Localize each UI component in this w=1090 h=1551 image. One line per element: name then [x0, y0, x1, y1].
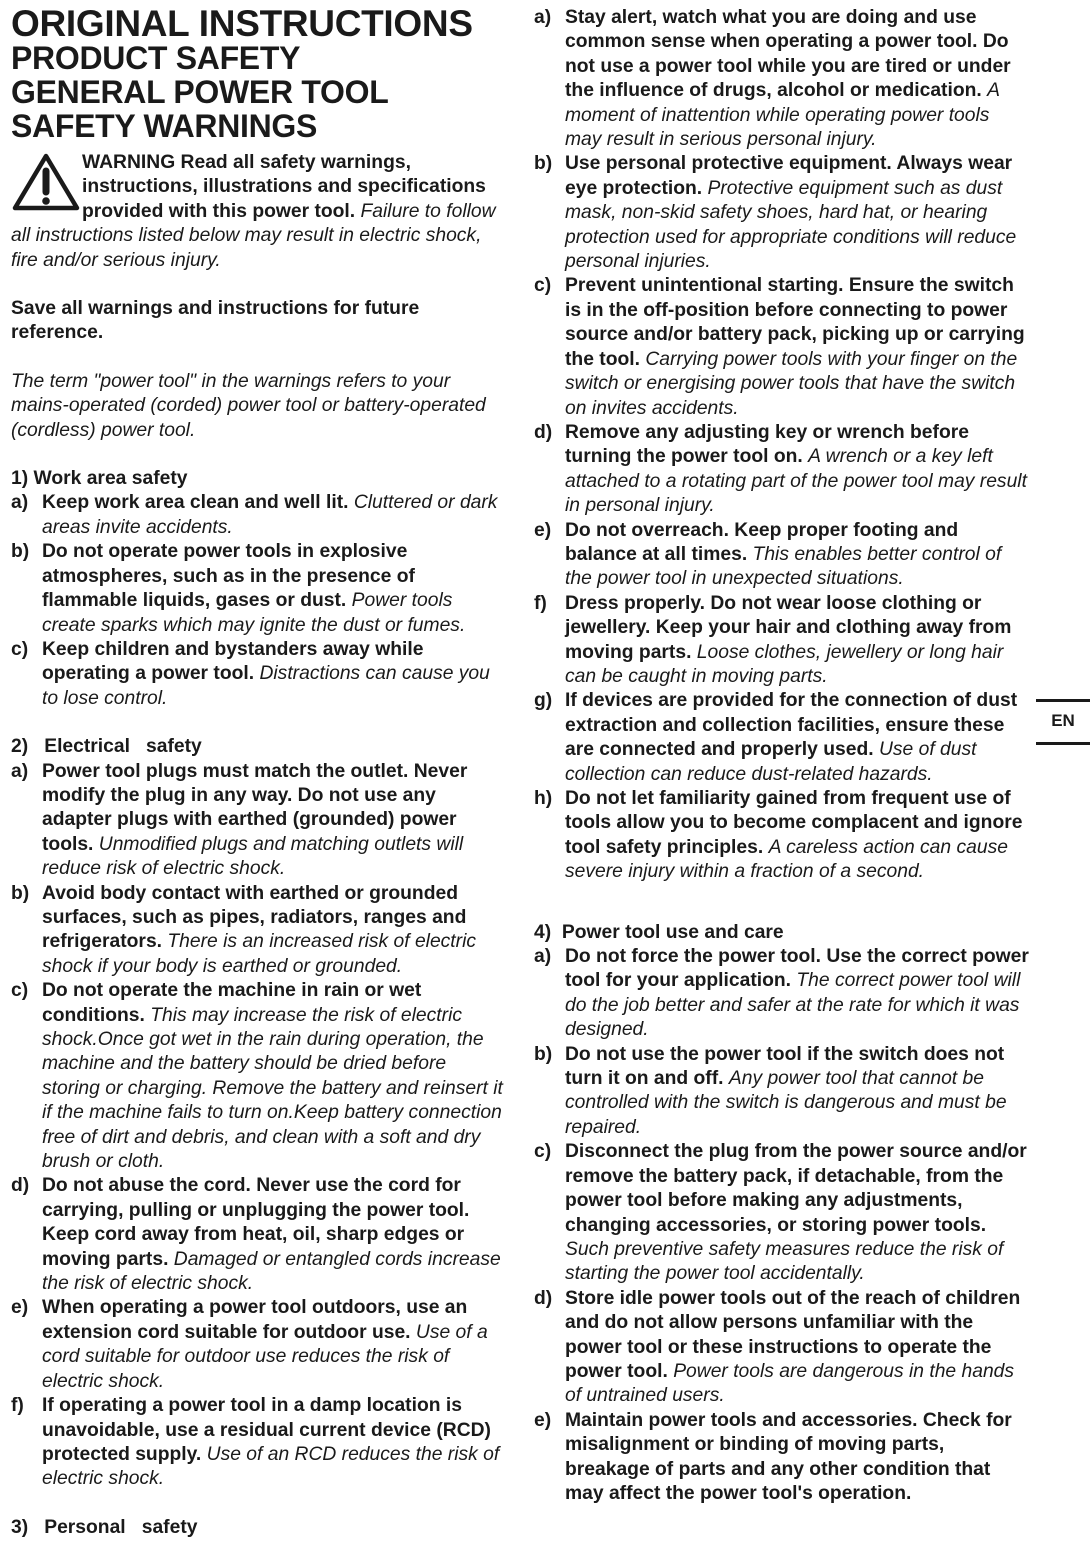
item-italic: This enables better control of the power tool in unexpected situations.	[565, 543, 1002, 590]
section-heading: 4) Power tool use and care	[534, 921, 784, 943]
item-italic: A wrench or a key left attached to a rotating part of the power tool may result in personal injury.	[565, 446, 1027, 517]
item-italic: Use of dust collection can reduce dust-related hazards.	[565, 739, 977, 785]
section-work-area	[11, 467, 503, 711]
item-bold: Use personal protective equipment. Always wear eye protection.	[565, 153, 1013, 199]
item-italic: Use of a cord suitable for outdoor use reduces the risk of electric shock.	[42, 1321, 488, 1392]
item-label: e)	[534, 1409, 552, 1431]
warning-bold-text: WARNING Read all safety warnings, instructions, illustrations and specifications provided with this power tool.	[82, 152, 486, 222]
section-personal	[534, 6, 1029, 885]
language-code: EN	[1051, 711, 1075, 730]
list-item	[11, 491, 503, 540]
item-label: d)	[11, 1175, 30, 1197]
item-bold: If operating a power tool in a damp location is unavoidable, use a residual current device (RCD) protected supply.	[42, 1395, 491, 1465]
item-italic: Use of an RCD reduces the risk of electric shock.	[42, 1443, 500, 1490]
item-label: a)	[11, 492, 29, 514]
item-label: g)	[534, 690, 553, 712]
warning-block	[11, 151, 503, 273]
item-label: b)	[11, 541, 30, 563]
item-label: b)	[534, 1043, 553, 1065]
item-label: a)	[534, 946, 552, 968]
item-italic: There is an increased risk of electric shock if your body is earthed or grounded.	[42, 931, 477, 977]
item-bold: Store idle power tools out of the reach of children and do not allow persons unfamiliar with the power tool or these instructions to operate the power tool.	[565, 1287, 1021, 1382]
item-bold: Remove any adjusting key or wrench before turning the power tool on.	[565, 421, 969, 468]
list-item	[11, 760, 503, 882]
item-label: d)	[534, 1287, 553, 1309]
item-italic: Such preventive safety measures reduce the risk of starting the power tool accidentally.	[565, 1238, 1004, 1285]
item-label: a)	[534, 7, 552, 28]
term-note: The term "power tool" in the warnings refers to your mains-operated (corded) power tool or battery-operated (cordless) power tool.	[11, 370, 486, 441]
item-label: d)	[534, 421, 553, 443]
item-italic: This may increase the risk of electric shock.Once got wet in the rain during operation, the machine and the battery should be dried before storing or charging. Remove the battery and reinsert it if the machine fails to turn on.Keep battery connection free of dirt and debris, and clean with a soft and dry brush or cloth.	[42, 1004, 503, 1173]
item-label: c)	[11, 638, 29, 660]
item-bold: When operating a power tool outdoors, use an extension cord suitable for outdoor use.	[42, 1297, 468, 1343]
list-item	[534, 1043, 1029, 1141]
item-italic: Power tools create sparks which may ignite the dust or fumes.	[42, 590, 466, 636]
item-italic: Protective equipment such as dust mask, non-skid safety shoes, hard hat, or hearing protection used for appropriate conditions will reduce personal injuries.	[565, 177, 1017, 273]
item-bold: Keep children and bystanders away while operating a power tool.	[42, 638, 424, 685]
subtitle-line: PRODUCT SAFETY	[11, 40, 301, 76]
section-heading: 1) Work area safety	[11, 468, 188, 490]
item-bold: Maintain power tools and accessories. Check for misalignment or binding of moving parts, breakage of parts and any other condition that may affect the power tool's operation.	[565, 1409, 1012, 1504]
item-bold: Prevent unintentional starting. Ensure the switch is in the off-position before connecting to power source and/or battery pack, picking up or carrying the tool.	[565, 275, 1025, 370]
section-electrical	[11, 735, 503, 1492]
list-item	[534, 945, 1029, 1043]
item-italic: Carrying power tools with your finger on the switch or energising power tools that have the switch on invites accidents.	[565, 348, 1018, 419]
language-tab	[1036, 699, 1090, 745]
item-label: c)	[534, 275, 552, 297]
list-item	[534, 689, 1029, 787]
item-bold: Power tool plugs must match the outlet. Never modify the plug in any way. Do not use any adapter plugs with earthed (grounded) power tools.	[42, 760, 468, 855]
list-item	[534, 421, 1029, 519]
item-bold: Avoid body contact with earthed or grounded surfaces, such as pipes, radiators, ranges and refrigerators.	[42, 882, 467, 953]
list-item	[11, 979, 503, 1174]
warning-triangle-icon	[11, 152, 81, 212]
item-italic: Power tools are dangerous in the hands of untrained users.	[565, 1360, 1015, 1407]
item-italic: A moment of inattention while operating power tools may result in serious personal injury.	[565, 80, 1000, 151]
item-italic: Unmodified plugs and matching outlets will reduce risk of electric shock.	[42, 833, 464, 880]
divider	[1036, 699, 1090, 702]
list-item	[11, 1394, 503, 1492]
item-bold: Do not use the power tool if the switch does not turn it on and off.	[565, 1043, 1005, 1090]
list-item	[534, 152, 1029, 274]
list-item	[11, 1174, 503, 1296]
list-item	[534, 6, 1029, 152]
subtitle	[11, 41, 503, 143]
save-note: Save all warnings and instructions for future reference.	[11, 298, 420, 344]
item-bold: Do not abuse the cord. Never use the cord for carrying, pulling or unplugging the power tool. Keep cord away from heat, oil, sharp edges or moving parts.	[42, 1175, 470, 1270]
item-italic: Any power tool that cannot be controlled with the switch is dangerous and must be repaired.	[565, 1068, 1007, 1138]
item-label: b)	[534, 153, 553, 175]
item-bold: Do not force the power tool. Use the correct power tool for your application.	[565, 946, 1029, 992]
item-italic: Damaged or entangled cords increase the risk of electric shock.	[42, 1248, 501, 1295]
item-italic: Loose clothes, jewellery or long hair can be caught in moving parts.	[565, 641, 1004, 687]
list-item	[11, 1296, 503, 1394]
item-label: e)	[534, 519, 552, 541]
right-column	[534, 6, 1029, 1506]
list-item	[534, 1409, 1029, 1507]
list-item	[534, 787, 1029, 885]
left-column	[11, 3, 503, 1540]
subtitle-line: SAFETY WARNINGS	[11, 108, 318, 144]
item-bold: Do not operate the machine in rain or wet conditions.	[42, 980, 422, 1026]
list-item	[11, 882, 503, 980]
item-label: h)	[534, 788, 553, 809]
section-heading-personal: 3) Personal safety	[11, 1516, 198, 1538]
divider	[1036, 742, 1090, 745]
item-italic: A careless action can cause severe injury within a fraction of a second.	[565, 836, 1008, 883]
item-italic: Distractions can cause you to lose control.	[42, 663, 490, 709]
list-item	[534, 274, 1029, 420]
warning-italic-text: Failure to follow all instructions listed below may result in electric shock, fire and/or serious injury.	[11, 200, 496, 271]
item-label: e)	[11, 1297, 29, 1319]
item-bold: If devices are provided for the connection of dust extraction and collection facilities, ensure these are connected and properly used.	[565, 690, 1018, 761]
list-item	[534, 592, 1029, 690]
item-bold: Do not overreach. Keep proper footing and balance at all times.	[565, 519, 959, 565]
item-bold: Do not operate power tools in explosive atmospheres, such as in the presence of flammable liquids, gases or dust.	[42, 541, 415, 612]
item-bold: Stay alert, watch what you are doing and use common sense when operating a power tool. Do not use a power tool while you are tired or under the influence of drugs, alcohol or medication.	[565, 7, 1011, 102]
item-bold: Keep work area clean and well lit.	[42, 492, 349, 514]
item-label: f)	[11, 1395, 24, 1417]
list-item	[534, 1140, 1029, 1286]
subtitle-line: GENERAL POWER TOOL	[11, 74, 389, 110]
list-item	[534, 519, 1029, 592]
item-bold: Dress properly. Do not wear loose clothing or jewellery. Keep your hair and clothing away from moving parts.	[565, 592, 1012, 663]
item-label: c)	[534, 1141, 552, 1163]
item-italic: The correct power tool will do the job better and safer at the rate for which it was designed.	[565, 970, 1021, 1041]
item-label: c)	[11, 980, 29, 1002]
list-item	[11, 638, 503, 711]
item-italic: Cluttered or dark areas invite accidents.	[42, 492, 498, 538]
item-label: a)	[11, 760, 29, 782]
list-item	[11, 540, 503, 638]
section-heading: 2) Electrical safety	[11, 736, 202, 758]
item-label: f)	[534, 592, 547, 614]
page-title: ORIGINAL INSTRUCTIONS	[11, 3, 473, 44]
item-bold: Do not let familiarity gained from frequent use of tools allow you to become complacent and ignore tool safety principles.	[565, 788, 1023, 858]
list-item	[534, 1287, 1029, 1409]
section-use-care	[534, 921, 1029, 1507]
item-bold: Disconnect the plug from the power source and/or remove the battery pack, if detachable, from the power tool before making any adjustments, changing accessories, or storing power tools.	[565, 1141, 1027, 1236]
item-label: b)	[11, 882, 30, 904]
